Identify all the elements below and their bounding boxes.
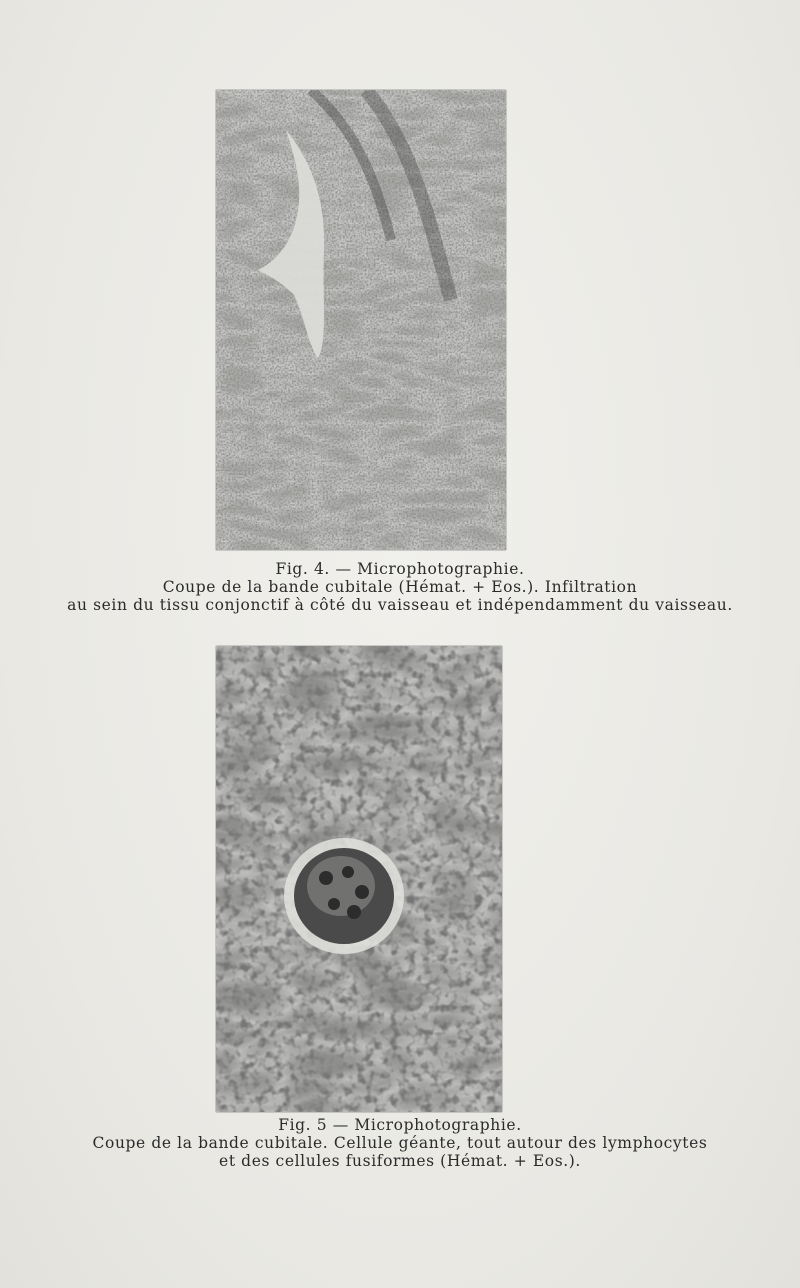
micrograph-fig-5 [216, 646, 502, 1112]
micrograph-fig-4 [216, 90, 506, 550]
figure-5-caption-line-2: et des cellules fusiformes (Hémat. + Eos.). [219, 1152, 581, 1170]
figure-4-caption [0, 560, 800, 614]
figure-4-label: Fig. 4. — Microphotographie. [275, 560, 525, 578]
figure-5-caption-line-1: Coupe de la bande cubitale. Cellule géante, tout autour des lymphocytes [92, 1134, 708, 1152]
figure-4-caption-line-1: Coupe de la bande cubitale (Hémat. + Eos.). Infiltration [162, 578, 638, 596]
micrograph-fig-5-image [216, 646, 502, 1112]
figure-5-caption [0, 1116, 800, 1170]
micrograph-fig-4-image [216, 90, 506, 550]
figure-5-label: Fig. 5 — Microphotographie. [278, 1116, 522, 1134]
figure-4-caption-line-2: au sein du tissu conjonctif à côté du vaisseau et indépendamment du vaisseau. [67, 596, 733, 614]
